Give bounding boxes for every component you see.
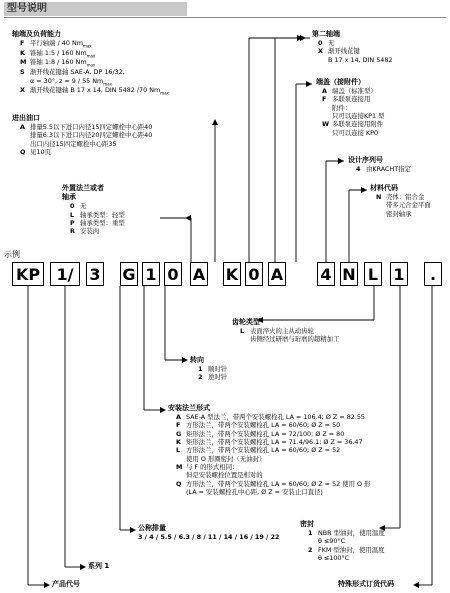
second-shaft-item: 0 无: [318, 39, 335, 48]
design-heading: 设计序列号: [348, 156, 383, 164]
ext-flange-item: 0 无: [70, 202, 87, 211]
code-box-design: 4: [317, 262, 335, 286]
example-label: 示例: [4, 250, 20, 259]
product-code-label: 产品代号: [52, 580, 80, 588]
inlet-item: Q 见10页: [20, 148, 51, 157]
series-label: 系列 1: [88, 562, 110, 570]
end-cover-item: W 多联泵连接用附件: [322, 120, 384, 129]
displacement-values: 3 / 4 / 5.5 / 6.3 / 8 / 11 / 14 / 16 / 19 / 22: [138, 533, 280, 542]
end-cover-item: 附件：: [332, 103, 352, 112]
page-title: 型号说明: [4, 2, 187, 16]
mount-flange-item: G 矩形法兰，带两个安装螺栓孔 LA = 72/100; Ø Z = 80: [176, 429, 345, 438]
inlet-heading: 进出油口: [12, 114, 40, 122]
seal-item: θ ≤100°C: [318, 554, 350, 563]
ext-flange-heading-2: 轴承: [62, 193, 76, 202]
material-heading: 材料代码: [370, 184, 398, 192]
material-section: [370, 184, 431, 218]
mount-flange-section: [168, 404, 371, 496]
code-box-inlet: A: [190, 262, 208, 286]
code-box-special: .: [424, 262, 442, 286]
mount-flange-item: L 方形法兰，带两个安装螺栓孔 LA = 60/60; Ø Z = 52: [176, 446, 341, 455]
code-box-ext-flange: 0: [164, 262, 182, 286]
end-cover-section: [316, 78, 385, 137]
code-box-rotation: 1: [142, 262, 160, 286]
inlet-section: [12, 114, 152, 156]
mount-flange-heading: 安装法兰形式: [168, 404, 210, 412]
end-cover-item: 只可以连接KP1 型: [332, 112, 385, 121]
code-box-product: KP: [12, 262, 44, 286]
end-cover-item: F 多联泵连接用: [322, 95, 371, 104]
code-box-end-cover: A: [268, 262, 286, 286]
ext-flange-section: [62, 184, 125, 236]
code-box-mount-flange: G: [120, 262, 138, 286]
rotation-section: [190, 356, 227, 382]
design-section: [348, 156, 411, 173]
mount-flange-item: (LA = 安装螺栓孔中心距, Ø Z = 安装止口直径): [186, 488, 323, 497]
gear-type-item: L 表面淬火的主从动齿轮: [240, 327, 314, 336]
mount-flange-item: K 矩形法兰，带两个安装螺栓孔 LA = 71.4/96.1; Ø Z = 36.47: [176, 438, 363, 447]
design-item: 4 由KRACHT指定: [356, 165, 411, 174]
code-box-shaft-end: K: [223, 262, 241, 286]
second-shaft-section: [312, 30, 392, 64]
seal-heading: 密封: [300, 520, 314, 528]
mount-flange-item: F 方形法兰，带两个安装螺栓孔 LA = 60/60; Ø Z = 50: [176, 421, 341, 430]
rotation-heading: 转向: [190, 356, 204, 364]
ext-flange-item: P 轴承类型：重型: [70, 218, 125, 227]
seal-item: θ ≤90°C: [318, 537, 346, 546]
second-shaft-item: X 渐开线花键: [318, 47, 360, 56]
displacement-section: [138, 524, 280, 541]
mount-flange-item: Q 方形法兰，带两个安装螺栓孔 LA = 60/60; Ø Z = 52 使用 O 形: [176, 479, 371, 488]
shaft-end-item: S 渐开线花键轴 SAE-A, DP 16/32,: [20, 67, 125, 76]
rotation-item: 2 逆时针: [198, 373, 228, 382]
seal-item: 1 NBR 型油封，使用温度: [308, 529, 385, 538]
rotation-item: 1 顺时针: [198, 365, 228, 374]
code-box-displacement: 3: [86, 262, 104, 286]
shaft-end-item: X 渐开线花键轴 B 17 x 14, DIN 5482 /70 $Nm_{max}$: [20, 86, 169, 96]
code-box-material: N: [340, 262, 358, 286]
shaft-end-item: α = 30°, z = 9 / 55 $Nm_{max}$: [30, 76, 112, 87]
ext-flange-item: R 安装肉: [70, 227, 100, 236]
mount-flange-item: 但是安装螺栓位置是相对的: [186, 471, 263, 480]
material-item: N 壳体：铝合金: [376, 193, 425, 202]
code-box-second-shaft: 0: [245, 262, 263, 286]
mount-flange-item: A SAE-A 型法兰，带两个安装螺栓孔 LA = 106.4; Ø Z = 82.55: [176, 413, 365, 422]
inlet-item: 排量6.3以下进口内径20四定螺栓中心距40: [30, 131, 153, 140]
second-shaft-item: B 17 x 14, DIN 5482: [328, 55, 393, 64]
ext-flange-item: L 轴承类型：轻型: [70, 210, 125, 219]
shaft-end-section: [12, 30, 169, 96]
gear-type-item: 齿侧经过研磨与珩磨的超精加工: [250, 335, 340, 344]
end-cover-item: 只可以连接 KP0: [332, 128, 379, 137]
mount-flange-item: 使用 O 形圈密封（无油封）: [186, 454, 266, 463]
code-box-seal: 1: [390, 262, 408, 286]
inlet-item: A 排量5.5以下进口内径15四定螺栓中心距40: [20, 123, 153, 132]
shaft-end-item: M 锥轴 1:8 / 160 $Nm_{max}$: [20, 58, 96, 68]
special-code-label: 特殊形式订货代码: [338, 580, 394, 588]
second-shaft-heading: 第二轴端: [312, 30, 340, 38]
ext-flange-heading: 外置法兰或者: [62, 184, 104, 192]
mount-flange-item: M 与 F 的形式相同：: [176, 463, 239, 472]
shaft-end-item: F 平行轴端 / 40 $Nm_{max}$: [20, 39, 92, 49]
displacement-heading: 公称排量: [138, 524, 166, 532]
code-box-series: 1/: [50, 262, 80, 286]
gear-type-section: [232, 318, 339, 344]
seal-section: [300, 520, 385, 562]
shaft-end-item: K 锥轴 1:5 / 160 $Nm_{max}$: [20, 48, 96, 58]
seal-item: 2 FKM 型油封，使用温度: [308, 545, 385, 554]
code-box-gear-type: L: [364, 262, 382, 286]
end-cover-item: A 端盖（标准型）: [322, 87, 377, 96]
gear-type-heading: 齿轮类型: [232, 318, 260, 326]
material-item: 密封轴承: [386, 209, 412, 218]
inlet-item: 出口内径15四定螺栓中心距35: [30, 139, 117, 148]
material-item: 带多元合金平面: [386, 201, 431, 210]
shaft-end-heading: 轴端及负荷能力: [12, 30, 61, 38]
end-cover-heading: 端盖（接附件）: [316, 78, 365, 86]
